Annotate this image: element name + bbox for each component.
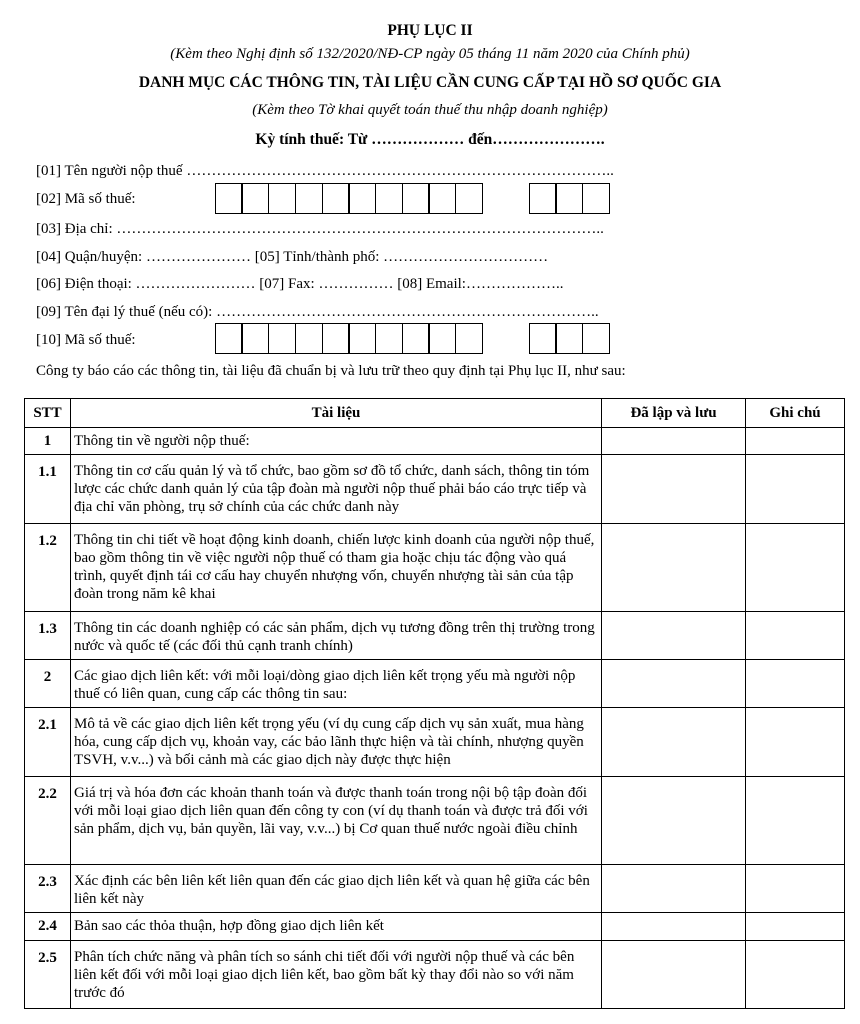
- prepared-cell[interactable]: [602, 612, 746, 660]
- prepared-cell[interactable]: [602, 428, 746, 455]
- digit-box[interactable]: [555, 323, 583, 354]
- row-document: Giá trị và hóa đơn các khoản thanh toán và được thanh toán trong nội bộ tập đoàn đối với mỗi loại giao dịch liên quan đến công ty con (ví dụ thanh toán và được trả đối với sản phẩm, dịch vụ, bản quyền, lãi vay, v.v...) bị Cơ quan thuế nước ngoài điều chỉnh: [71, 777, 602, 865]
- document-checklist-table: [24, 398, 845, 1009]
- note-cell[interactable]: [746, 612, 845, 660]
- digit-box[interactable]: [215, 183, 243, 214]
- agent-tax-code-boxes-branch: [530, 323, 610, 354]
- agent-tax-code-label: [10] Mã số thuế:: [36, 332, 136, 348]
- table-row: [25, 455, 845, 524]
- digit-box[interactable]: [529, 323, 557, 354]
- district-province-field: [04] Quận/huyện: ………………… [05] Tỉnh/thành phố: ……………………………: [36, 249, 549, 265]
- row-stt: 2.4: [25, 913, 71, 941]
- row-document: Thông tin về người nộp thuế:: [71, 428, 602, 455]
- tax-code-label: [02] Mã số thuế:: [36, 191, 136, 207]
- table-row: [25, 913, 845, 941]
- digit-box[interactable]: [428, 323, 456, 354]
- table-row: [25, 941, 845, 1009]
- row-document: Mô tả về các giao dịch liên kết trọng yếu (ví dụ cung cấp dịch vụ sản xuất, mua hàng hóa, cung cấp dịch vụ, khoản vay, các bảo lãnh thực hiện và tài chính, nhượng quyền TSVH, v.v...) và bối cảnh mà các giao dịch này được thực hiện: [71, 708, 602, 777]
- prepared-cell[interactable]: [602, 660, 746, 708]
- digit-box[interactable]: [322, 183, 350, 214]
- table-header-row: [25, 399, 845, 428]
- digit-box[interactable]: [555, 183, 583, 214]
- table-row: [25, 660, 845, 708]
- stt-header: STT: [25, 399, 71, 428]
- note-cell[interactable]: [746, 941, 845, 1009]
- row-document: Thông tin chi tiết về hoạt động kinh doanh, chiến lược kinh doanh của người nộp thuế, bao gồm thông tin về việc người nộp thuế có tham gia hoặc chịu tác động vào quá trình, quyết định tái cơ cấu hay chuyển nhượng vốn, chuyển nhượng tài sản của tập đoàn trong năm kê khai: [71, 524, 602, 612]
- row-stt: 1.1: [25, 455, 71, 524]
- digit-box[interactable]: [375, 183, 403, 214]
- row-stt: 1.3: [25, 612, 71, 660]
- declaration-reference: (Kèm theo Tờ khai quyết toán thuế thu nhập doanh nghiệp): [252, 102, 608, 118]
- prepared-cell[interactable]: [602, 708, 746, 777]
- prepared-cell[interactable]: [602, 913, 746, 941]
- digit-box[interactable]: [529, 183, 557, 214]
- intro-statement: Công ty báo cáo các thông tin, tài liệu đã chuẩn bị và lưu trữ theo quy định tại Phụ lục II, như sau:: [36, 363, 626, 379]
- digit-box[interactable]: [375, 323, 403, 354]
- table-row: [25, 777, 845, 865]
- taxpayer-name-field: [01] Tên người nộp thuế …………………………………………………………………………..: [36, 163, 614, 179]
- prepared-cell[interactable]: [602, 777, 746, 865]
- note-cell[interactable]: [746, 777, 845, 865]
- address-field: [03] Địa chỉ: ……………………………………………………………………………………..: [36, 221, 604, 237]
- digit-box[interactable]: [348, 183, 376, 214]
- table-row: [25, 428, 845, 455]
- row-stt: 1.2: [25, 524, 71, 612]
- note-cell[interactable]: [746, 524, 845, 612]
- row-document: Thông tin cơ cấu quản lý và tổ chức, bao gồm sơ đồ tổ chức, danh sách, thông tin tóm lược các chức danh quản lý của tập đoàn mà người nộp thuế phải báo cáo trực tiếp và địa chỉ văn phòng, trụ sở chính của các chức danh này: [71, 455, 602, 524]
- digit-box[interactable]: [582, 183, 610, 214]
- note-cell[interactable]: [746, 660, 845, 708]
- digit-box[interactable]: [402, 183, 430, 214]
- prepared-header: Đã lập và lưu: [602, 399, 746, 428]
- tax-period: Kỳ tính thuế: Từ ……………… đến………………….: [255, 131, 605, 148]
- digit-box[interactable]: [428, 183, 456, 214]
- document-heading: DANH MỤC CÁC THÔNG TIN, TÀI LIỆU CẦN CUNG CẤP TẠI HỒ SƠ QUỐC GIA: [138, 74, 722, 91]
- digit-box[interactable]: [402, 323, 430, 354]
- decree-reference: (Kèm theo Nghị định số 132/2020/NĐ-CP ngày 05 tháng 11 năm 2020 của Chính phủ): [170, 46, 690, 62]
- row-document: Bản sao các thỏa thuận, hợp đồng giao dịch liên kết: [71, 913, 602, 941]
- row-stt: 2.5: [25, 941, 71, 1009]
- row-document: Xác định các bên liên kết liên quan đến các giao dịch liên kết và quan hệ giữa các bên liên kết này: [71, 865, 602, 913]
- row-document: Thông tin các doanh nghiệp có các sản phẩm, dịch vụ tương đồng trên thị trường trong nước và quốc tế (các đối thủ cạnh tranh chính): [71, 612, 602, 660]
- digit-box[interactable]: [268, 323, 296, 354]
- digit-box[interactable]: [582, 323, 610, 354]
- note-cell[interactable]: [746, 865, 845, 913]
- row-stt: 2.2: [25, 777, 71, 865]
- table-row: [25, 612, 845, 660]
- row-stt: 2.1: [25, 708, 71, 777]
- prepared-cell[interactable]: [602, 455, 746, 524]
- digit-box[interactable]: [215, 323, 243, 354]
- note-header: Ghi chú: [746, 399, 845, 428]
- table-row: [25, 708, 845, 777]
- appendix-title: PHỤ LỤC II: [387, 22, 473, 39]
- agent-tax-code-boxes-main: [216, 323, 483, 354]
- digit-box[interactable]: [455, 323, 483, 354]
- row-document: Phân tích chức năng và phân tích so sánh chi tiết đối với người nộp thuế và các bên liên kết đối với mỗi loại giao dịch liên kết, bao gồm bất kỳ thay đổi nào so với năm trước đó: [71, 941, 602, 1009]
- row-stt: 2: [25, 660, 71, 708]
- digit-box[interactable]: [348, 323, 376, 354]
- digit-box[interactable]: [241, 323, 269, 354]
- document-header: Tài liệu: [71, 399, 602, 428]
- prepared-cell[interactable]: [602, 524, 746, 612]
- tax-agent-name-field: [09] Tên đại lý thuế (nếu có): …………………………………………………………………..: [36, 304, 599, 320]
- digit-box[interactable]: [268, 183, 296, 214]
- digit-box[interactable]: [241, 183, 269, 214]
- digit-box[interactable]: [295, 323, 323, 354]
- digit-box[interactable]: [322, 323, 350, 354]
- prepared-cell[interactable]: [602, 865, 746, 913]
- note-cell[interactable]: [746, 708, 845, 777]
- tax-code-boxes-branch: [530, 183, 610, 214]
- table-row: [25, 524, 845, 612]
- note-cell[interactable]: [746, 428, 845, 455]
- table-row: [25, 865, 845, 913]
- note-cell[interactable]: [746, 913, 845, 941]
- row-stt: 2.3: [25, 865, 71, 913]
- digit-box[interactable]: [455, 183, 483, 214]
- tax-code-boxes-main: [216, 183, 483, 214]
- prepared-cell[interactable]: [602, 941, 746, 1009]
- phone-fax-email-field: [06] Điện thoại: …………………… [07] Fax: …………… [08] Email:………………..: [36, 276, 564, 292]
- digit-box[interactable]: [295, 183, 323, 214]
- row-document: Các giao dịch liên kết: với mỗi loại/dòng giao dịch liên kết trọng yếu mà người nộp thuế có liên quan, cung cấp các thông tin sau:: [71, 660, 602, 708]
- note-cell[interactable]: [746, 455, 845, 524]
- row-stt: 1: [25, 428, 71, 455]
